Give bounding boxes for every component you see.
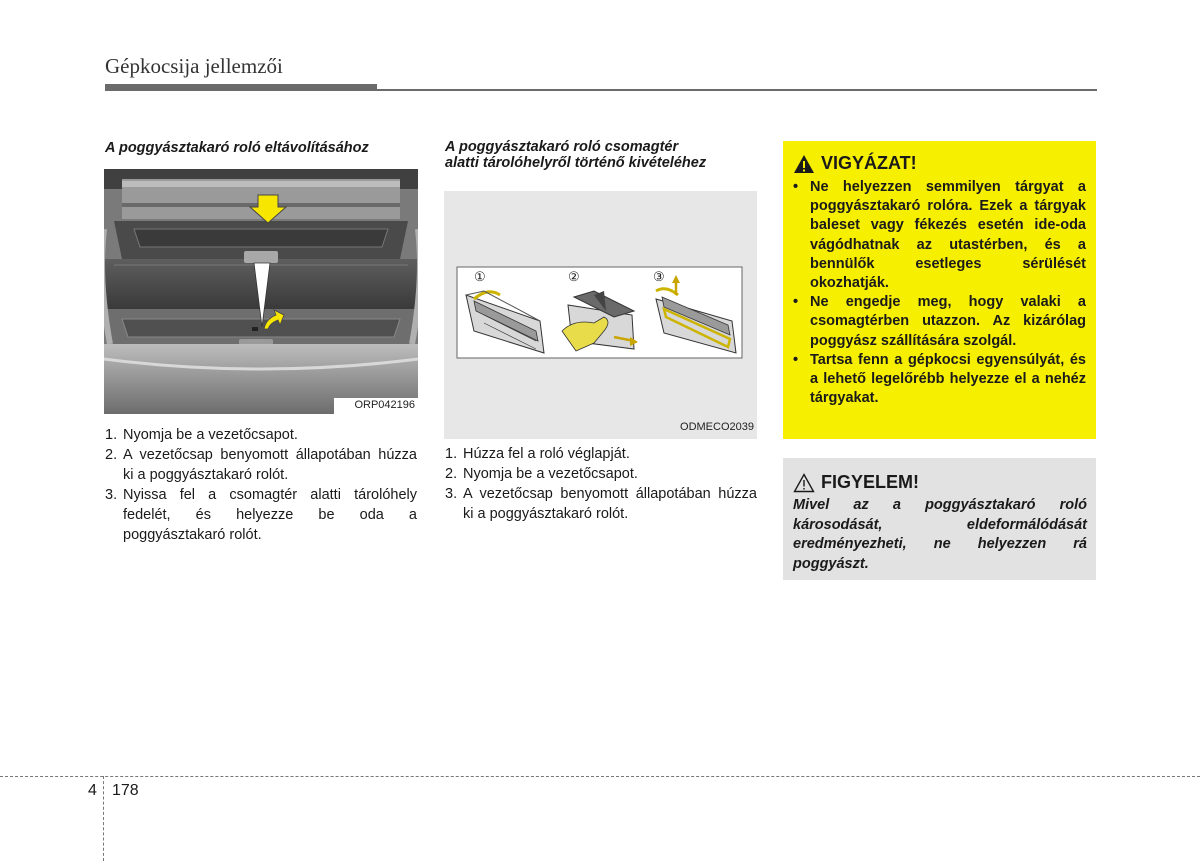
warning-list (793, 178, 1086, 408)
roller-illustration (444, 191, 757, 439)
warning-title: VIGYÁZAT! (821, 153, 917, 173)
footer-dashed-line (0, 776, 1200, 777)
warning-header (793, 153, 1086, 174)
list-item (793, 293, 1086, 351)
step-text: Nyissa fel a csomagtér alatti tárolóhely fedelét, és helyezze be oda a poggyásztakaró rolót. (123, 487, 417, 543)
step-number: 1. (105, 427, 118, 443)
bullet: • (793, 351, 799, 368)
warning-item-text: Ne engedje meg, hogy valaki a csomagtérben utazzon. Az kizárólag poggyász szállítására szolgál. (810, 294, 1086, 349)
step-text: Húzza fel a roló véglapját. (463, 446, 630, 462)
warning-box (783, 141, 1096, 439)
step-text: Nyomja be a vezetőcsapot. (463, 466, 638, 482)
caution-box (783, 458, 1096, 580)
step-number: 3. (105, 487, 118, 503)
middle-steps-list (445, 444, 757, 524)
list-item (445, 444, 757, 464)
header-bar-line (377, 89, 1097, 91)
list-item (793, 178, 1086, 293)
caution-header (793, 472, 1087, 493)
list-item (105, 485, 417, 545)
middle-figure-code: ODMECO2039 (680, 421, 754, 433)
page-number: 178 (112, 782, 139, 799)
list-item (105, 445, 417, 485)
page-header-title: Gépkocsija jellemzői (105, 54, 283, 78)
middle-heading (445, 139, 706, 171)
bullet: • (793, 179, 799, 195)
cargo-photo (104, 169, 418, 414)
step-text: Nyomja be a vezetőcsapot. (123, 427, 298, 443)
middle-heading-line2: alatti tárolóhelyről történő kivételéhez (445, 155, 707, 171)
caution-text: Mivel az a poggyásztakaró roló károsodását, eldeformálódását eredményezheti, ne helyezzen rá poggyászt. (793, 497, 1087, 572)
footer-dashed-divider (103, 776, 104, 861)
middle-heading-line1: A poggyásztakaró roló csomagtér (445, 139, 679, 155)
left-heading: A poggyásztakaró roló eltávolításához (105, 140, 369, 156)
roller-illustration-drawing (444, 191, 757, 439)
step-number: 1. (445, 446, 458, 462)
panel-3-label: ③ (653, 269, 665, 284)
header-bar-dark (105, 84, 377, 91)
left-figure-code: ORP042196 (354, 399, 415, 411)
caution-title: FIGYELEM! (821, 472, 919, 492)
cargo-photo-drawing (104, 169, 418, 414)
warning-item-text: Tartsa fenn a gépkocsi egyensúlyát, és a lehető legelőrébb helyezze el a nehéz tárgyakat. (810, 351, 1086, 407)
list-item (793, 351, 1086, 409)
list-item (105, 425, 417, 445)
left-steps-list (105, 425, 417, 545)
warning-triangle-icon (793, 154, 815, 174)
step-number: 3. (445, 486, 458, 502)
caution-triangle-icon (793, 473, 815, 493)
step-number: 2. (105, 447, 118, 463)
step-text: A vezetőcsap benyomott állapotában húzza ki a poggyásztakaró rolót. (463, 486, 757, 522)
warning-item-text: Ne helyezzen semmilyen tárgyat a poggyásztakaró rolóra. Ezek a tárgyak baleset vagy fékezés esetén ide-oda vágódhatnak az utastérben, és a bennülők esetleges sérülését okozhatják. (810, 179, 1086, 292)
step-text: A vezetőcsap benyomott állapotában húzza ki a poggyásztakaró rolót. (123, 447, 417, 483)
panel-2-label: ② (568, 269, 580, 284)
list-item (445, 484, 757, 524)
section-number: 4 (88, 782, 97, 799)
panel-1-label: ① (474, 269, 486, 284)
bullet: • (793, 294, 799, 311)
list-item (445, 464, 757, 484)
step-number: 2. (445, 466, 458, 482)
